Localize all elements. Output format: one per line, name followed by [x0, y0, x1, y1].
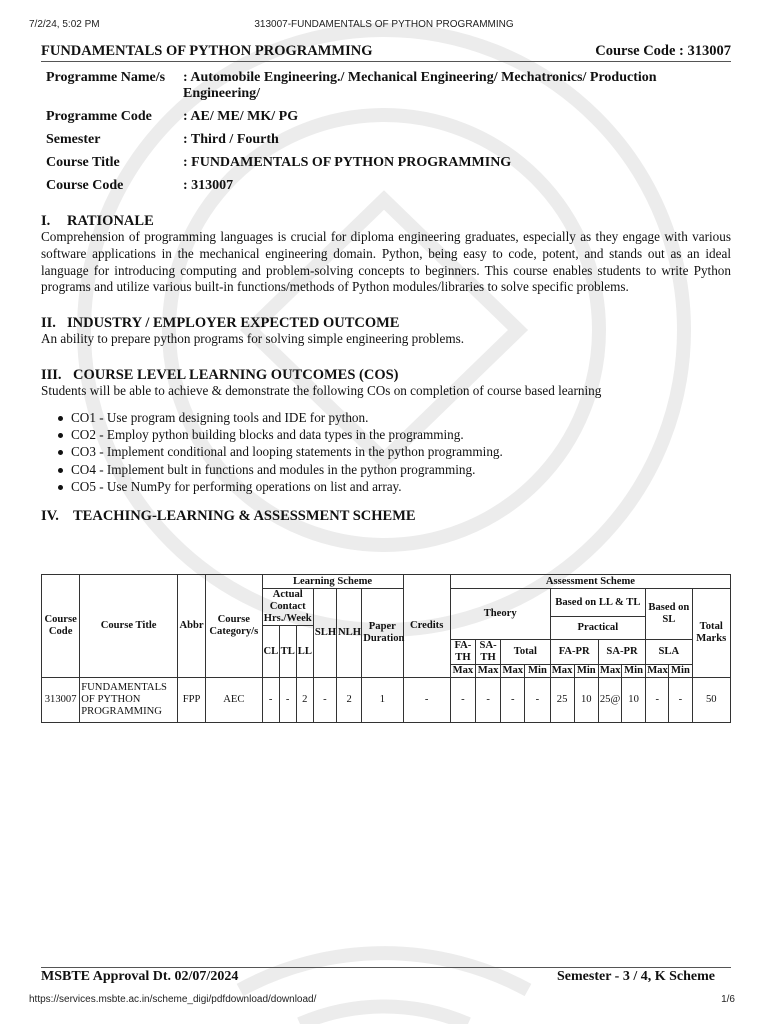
- hdr-sa-th: SA- TH: [476, 640, 501, 665]
- hdr-sla: SLA: [646, 640, 692, 665]
- table-row: [42, 678, 731, 723]
- hdr-min: Min: [669, 665, 692, 678]
- hdr-min: Min: [525, 665, 550, 678]
- hdr-max: Max: [551, 665, 573, 676]
- meta-value: : AE/ ME/ MK/ PG: [183, 109, 299, 124]
- cell-code: 313007: [42, 678, 80, 723]
- cell-tl: -: [279, 678, 296, 723]
- co-text: CO5 - Use NumPy for performing operations on list and array.: [71, 478, 402, 494]
- cell-sla-min: -: [669, 678, 692, 723]
- cell-sa-pr-min: 10: [622, 678, 646, 723]
- hdr-course-title: Course Title: [80, 575, 178, 678]
- cell-paper-duration: -: [403, 678, 450, 723]
- cell-sla-max: -: [646, 678, 669, 723]
- hdr-slh: SLH: [313, 589, 336, 678]
- meta-row: [43, 176, 728, 199]
- cell-cl: -: [262, 678, 279, 723]
- meta-value: : FUNDAMENTALS OF PYTHON PROGRAMMING: [183, 155, 512, 170]
- hdr-actual-contact: Actual Contact Hrs./Week: [263, 589, 312, 624]
- hdr-max: Max: [502, 665, 524, 676]
- hdr-learning-scheme: Learning Scheme: [262, 575, 403, 589]
- cell-slh: -: [313, 678, 336, 723]
- hdr-nlh: NLH: [337, 589, 362, 678]
- print-url: https://services.msbte.ac.in/scheme_digi/pdfdownload/download/: [29, 994, 317, 1005]
- section-number: IV.: [41, 508, 59, 525]
- industry-outcome-heading: [41, 315, 731, 331]
- list-item: [71, 478, 731, 495]
- co-text: CO4 - Implement bult in functions and modules in the python programming.: [71, 461, 476, 477]
- cos-intro: Students will be able to achieve & demonstrate the following COs on completion of course based learning: [41, 382, 602, 398]
- print-page-number: 1/6: [721, 994, 735, 1005]
- hdr-ll: LL: [296, 626, 313, 678]
- hdr-min: Min: [622, 665, 646, 678]
- cell-total-min: -: [525, 678, 550, 723]
- meta-label: Programme Name/s: [46, 70, 166, 85]
- co-text: CO1 - Use program designing tools and IDE for python.: [71, 409, 369, 425]
- hdr-practical: Practical: [550, 617, 646, 640]
- hdr-abbr: Abbr: [177, 575, 205, 678]
- cell-credits: 1: [362, 678, 403, 723]
- meta-label: Course Code: [46, 178, 124, 193]
- bullet-icon: [58, 433, 63, 438]
- hdr-fa-th: FA- TH: [450, 640, 475, 665]
- print-doc-title: 313007-FUNDAMENTALS OF PYTHON PROGRAMMING: [254, 19, 514, 30]
- course-title-heading: FUNDAMENTALS OF PYTHON PROGRAMMING: [41, 43, 373, 59]
- footer-divider: [41, 967, 731, 968]
- co-text: CO3 - Implement conditional and looping statements in the python programming.: [71, 444, 503, 460]
- co-text: CO2 - Employ python building blocks and data types in the programming.: [71, 427, 464, 443]
- cell-nlh: 2: [337, 678, 362, 723]
- teaching-assessment-scheme-table: [41, 574, 731, 723]
- hdr-min: Min: [574, 665, 598, 678]
- hdr-max: Max: [476, 665, 501, 678]
- print-header: [29, 19, 739, 33]
- meta-value: : Third / Fourth: [183, 132, 279, 147]
- print-datetime: 7/2/24, 5:02 PM: [29, 19, 100, 30]
- cell-fa-pr-max: 25: [550, 678, 574, 723]
- section-number: I.: [41, 213, 51, 229]
- course-header: [41, 42, 731, 62]
- hdr-total-marks: Total Marks: [692, 589, 731, 678]
- hdr-sa-pr: SA-PR: [598, 640, 645, 665]
- hdr-assessment-scheme: Assessment Scheme: [450, 575, 730, 589]
- cell-total-marks: 50: [692, 678, 731, 723]
- page-footer: [41, 969, 731, 987]
- meta-row: [43, 153, 728, 176]
- bullet-icon: [58, 416, 63, 421]
- cell-fa-pr-min: 10: [574, 678, 598, 723]
- course-meta-table: [43, 68, 728, 199]
- cell-sa-th-max: -: [476, 678, 501, 723]
- hdr-category: Course Category/s: [206, 575, 262, 678]
- meta-row: [43, 130, 728, 153]
- hdr-course-code: Course Code: [42, 575, 80, 678]
- semester-scheme: Semester - 3 / 4, K Scheme: [557, 969, 715, 984]
- hdr-cl: CL: [262, 626, 279, 678]
- list-item: [71, 409, 731, 426]
- section-number: II.: [41, 315, 56, 332]
- cell-sa-pr-max: 25@: [598, 678, 621, 723]
- list-item: [71, 426, 731, 443]
- hdr-max: Max: [599, 665, 621, 676]
- hdr-tl: TL: [279, 626, 296, 678]
- hdr-paper-duration: Paper Duration: [362, 589, 403, 678]
- hdr-theory: Theory: [450, 589, 550, 640]
- bullet-icon: [58, 485, 63, 490]
- section-title: INDUSTRY / EMPLOYER EXPECTED OUTCOME: [67, 315, 400, 332]
- list-item: [71, 461, 731, 478]
- cell-ll: 2: [296, 678, 313, 723]
- course-code-heading: Course Code : 313007: [595, 43, 731, 59]
- print-footer: [29, 994, 739, 1008]
- meta-label: Semester: [46, 132, 101, 147]
- section-title: COURSE LEVEL LEARNING OUTCOMES (COS): [73, 366, 399, 383]
- cell-fa-th-max: -: [450, 678, 475, 723]
- meta-row: [43, 107, 728, 130]
- section-title: RATIONALE: [67, 213, 154, 229]
- hdr-max: Max: [450, 665, 475, 678]
- cell-category: AEC: [206, 678, 262, 723]
- hdr-max: Max: [647, 665, 668, 676]
- cos-list: [71, 409, 731, 495]
- section-title: TEACHING-LEARNING & ASSESSMENT SCHEME: [73, 508, 416, 525]
- cell-total-max: -: [501, 678, 525, 723]
- rationale-heading: [41, 213, 731, 229]
- hdr-fa-pr: FA-PR: [550, 640, 598, 665]
- bullet-icon: [58, 450, 63, 455]
- meta-row: [43, 68, 728, 107]
- list-item: [71, 443, 731, 460]
- hdr-credits: Credits: [403, 575, 450, 678]
- bullet-icon: [58, 468, 63, 473]
- hdr-based-sl: Based on SL: [646, 589, 692, 640]
- scheme-heading: [41, 508, 731, 524]
- rationale-text: Comprehension of programming languages is crucial for diploma engineering graduates, especially as they engage with various software applications in the mechanical engineering domain. Python, being easy to code, potent, and stands out as an ideal language for introducing computing and problem-solving concepts to beginners. This course enables students to write Python programs and utilize various built-in functions/methods of Python modules/libraries to solve specific problems.: [41, 229, 731, 295]
- meta-value: : 313007: [183, 178, 234, 193]
- industry-outcome-text: An ability to prepare python programs for solving simple engineering problems.: [41, 331, 465, 347]
- cos-heading: [41, 367, 731, 383]
- hdr-based-ll-tl: Based on LL & TL: [550, 589, 646, 617]
- section-number: III.: [41, 366, 62, 383]
- meta-label: Course Title: [46, 155, 120, 170]
- meta-label: Programme Code: [46, 109, 152, 124]
- meta-value: : Automobile Engineering./ Mechanical Engineering/ Mechatronics/ Production Engineering/: [183, 70, 657, 101]
- document-body: [41, 42, 731, 524]
- cell-title: FUNDAMENTALS OF PYTHON PROGRAMMING: [80, 678, 178, 723]
- hdr-total: Total: [501, 640, 550, 665]
- approval-date: MSBTE Approval Dt. 02/07/2024: [41, 969, 239, 984]
- cell-abbr: FPP: [177, 678, 205, 723]
